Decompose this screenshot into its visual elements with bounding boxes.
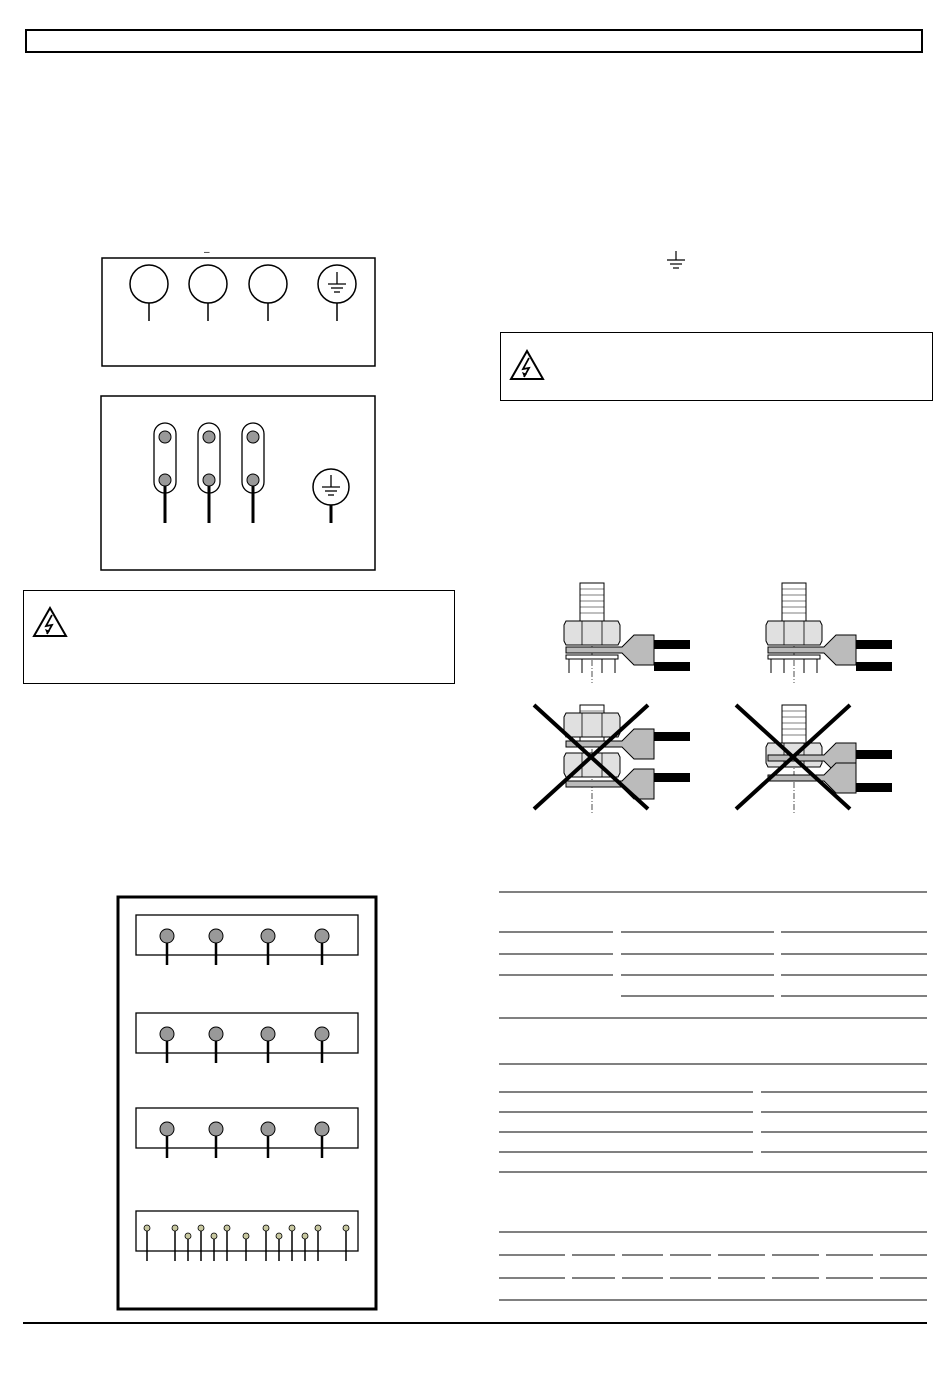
warning-box-right (500, 332, 933, 401)
page-footer-rule (23, 1322, 927, 1324)
ring-terminal-mounting-figure (520, 575, 920, 820)
table-3 (499, 1228, 927, 1304)
ring-terminal-correct (766, 583, 892, 683)
ring-terminal-incorrect (736, 705, 892, 815)
terminal-panel-figure (116, 895, 378, 1313)
bridged-terminal-figure (100, 395, 378, 573)
earth-ground-icon (665, 250, 687, 272)
warning-box-left (23, 590, 455, 684)
overline-symbol: – (204, 247, 210, 258)
earth-ground-icon (328, 272, 346, 292)
earth-ground-icon (322, 475, 340, 495)
terminal-circle (130, 265, 356, 321)
ring-terminal-correct (564, 583, 690, 683)
terminal-block-figure (100, 246, 378, 370)
ring-terminal-incorrect (534, 705, 690, 815)
table-1 (499, 890, 927, 1020)
page-header-box (25, 29, 923, 53)
high-voltage-warning-icon (509, 349, 545, 381)
table-2 (499, 1062, 927, 1174)
high-voltage-warning-icon (32, 606, 68, 638)
